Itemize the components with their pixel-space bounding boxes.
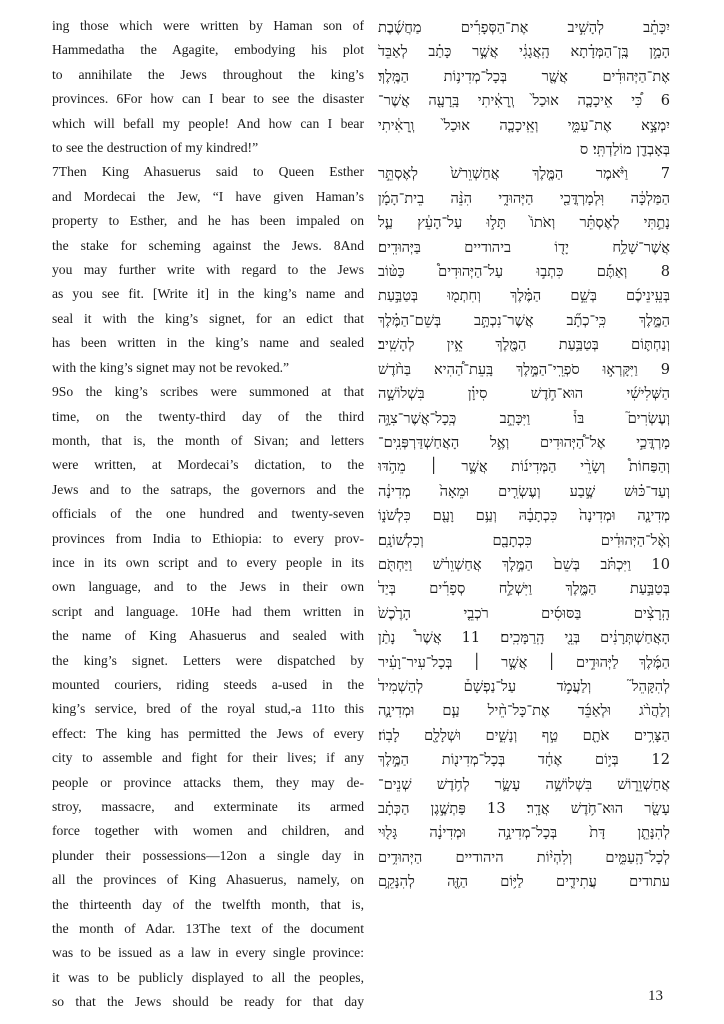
hebrew-line: הָאֲחַשְׁתְּרָנִ֔ים בְּנֵ֖י הָֽרַמָּכִֽים׃ 11 אֲשֶׁר֩ נָתַ֨ן	[378, 629, 670, 647]
hebrew-line: מָרְדֳּכַ֣י אֶל־הַ֠יְּהוּדִים וְאֶ֣ל הָאֲחַשְׁדַּרְפְּנִֽים־	[378, 433, 670, 451]
english-line: to see the destruction of my kindred!”	[52, 140, 259, 156]
english-line: Jews and to the satraps, the governors and the	[52, 481, 364, 497]
english-line: it was to be publicly displayed to all the peoples,	[52, 969, 364, 985]
english-line: all the provinces of King Ahasuerus, namely, on	[52, 872, 364, 888]
english-line: provinces from India to Ethiopia: to every prov-	[52, 530, 364, 546]
hebrew-line: נָתַ֣תִּי לְאֶסְתֵּ֗ר וְאֹתוֹ֙ תָּל֣וּ עַל־הָעֵ֔ץ עַ֛ל	[378, 214, 670, 232]
hebrew-line: אֲשֶׁר־שָׁלַ֥ח יָד֖וֹ ביהודיים בַּיְּהוּדִֽים׃	[378, 238, 670, 256]
hebrew-line: וְנַחְתּ֛וֹם בְּטַבַּ֥עַת הַמֶּ֖לֶךְ אֵ֥ין לְהָשִֽׁיב׃	[378, 336, 670, 354]
english-line: city to assemble and fight for their lives; if any	[52, 750, 364, 766]
hebrew-line: לְהִנָּתֵ֤ן דָּת֙ בְּכָל־מְדִינָ֣ה וּמְדִינָ֔ה גָּל֖וּי	[378, 824, 670, 842]
english-line: and Mordecai the Jew, “I have given Haman’s	[52, 188, 364, 204]
hebrew-line: בְּטַבַּ֣עַת הַמֶּ֑לֶךְ וַיִּשְׁלַ֣ח סְפָרִ֡ים בְּיַד֩	[378, 580, 670, 598]
english-line: force together with women and children, and	[52, 823, 364, 839]
english-line: plunder their possessions—12on a single day in	[52, 847, 364, 863]
english-line: 9So the king’s scribes were summoned at that	[52, 384, 364, 400]
hebrew-line: 10 וַיִּכְתֹּ֗ב בְּשֵׁם֙ הַמֶּ֣לֶךְ אֲחַשְׁוֵרֹ֔שׁ וַיַּחְתֹּ֖ם	[378, 555, 670, 573]
hebrew-line: הַמַּלְכָּ֔ה וּֽלְמָרְדֳּכַ֖י הַיְּהוּדִ֑י הִנֵּ֨ה בֵית־הָמָ֜ן	[378, 189, 670, 207]
hebrew-line: וְאֶ֨ל־הַיְּהוּדִ֔ים כִּכְתָבָ֖ם וְכִלְשׁוֹנָֽם׃	[378, 531, 670, 549]
english-line: you may further write with regard to the Jews	[52, 262, 364, 278]
hebrew-line: אֲחַשְׁוֵר֑וֹשׁ בִּשְׁלוֹשָׁ֥ה עָשָׂ֛ר לְחֹ֥דֶשׁ שְׁנֵים־	[378, 775, 670, 793]
english-line: provinces. 6For how can I bear to see the disaster	[52, 91, 364, 107]
hebrew-line: הַמֶּ֜לֶךְ לַיְּהוּדִ֣ים ׀ אֲשֶׁ֣ר ׀ בְּכָל־עִיר־וָעִ֗יר	[378, 653, 670, 671]
english-line: time, on the twenty-third day of the third	[52, 408, 364, 424]
hebrew-line: יִמְצָ֣א אֶת־עַמִּ֑י וְאֵֽיכָכָ֤ה אוּכַל֙ וְֽרָאִ֔יתִי	[378, 116, 670, 134]
hebrew-line: הָמָ֣ן בֶּֽן־הַמְּדָ֗תָא הָֽאֲגָגִ֔י אֲשֶׁ֣ר כָּתַ֗ב לְאַבֵּד֙	[378, 43, 670, 61]
hebrew-line: בְּעֵֽינֵיכֶ֜ם בְּשֵׁ֣ם הַמֶּ֗לֶךְ וְחִתְמ֖וּ בְּטַבַּ֣עַת	[378, 287, 670, 305]
english-line: effect: The king has permitted the Jews of every	[52, 725, 364, 741]
hebrew-line: הַשְּׁלִישִׁ֜י הוּא־חֹ֣דֶשׁ סִיוָ֗ן בִּשְׁלוֹשָׁ֣ה	[378, 385, 670, 403]
english-line: the king’s signet. Letters were dispatched by	[52, 652, 364, 668]
english-line: with the king’s signet may not be revoked.”	[52, 359, 290, 375]
english-line: the stake for scheming against the Jews. 8And	[52, 237, 364, 253]
hebrew-line: לְכָל־הָֽעַמִּ֑ים וְלִהְי֨וֹת היהודיים הַיְּהוּדִ֥ים	[378, 848, 670, 866]
english-line: month, that is, the month of Sivan; and letters	[52, 432, 364, 448]
page-number: 13	[648, 988, 663, 1004]
english-line: Hammedatha the Agagite, embodying his plot	[52, 42, 364, 58]
english-line: ince in its own script and to every people in its	[52, 554, 364, 570]
hebrew-line: בְּאָבְדַ֖ן מוֹלַדְתִּֽי׃ ס	[579, 141, 670, 159]
english-line: the month of Adar. 13The text of the document	[52, 921, 364, 937]
english-line: which will befall my people! And how can I bear	[52, 115, 364, 131]
english-line: people or province attacks them, they may de-	[52, 774, 364, 790]
hebrew-line: 9 וַיִּקָּרְא֣וּ סֹפְרֵֽי־הַמֶּ֣לֶךְ בָּֽעֵת־הַ֠הִיא בַּחֹ֨דֶשׁ	[378, 360, 670, 378]
english-line: has been written in the king’s name and sealed	[52, 335, 364, 351]
hebrew-line: וְלַהֲרֹ֨ג וּלְאַבֵּ֜ד אֶת־כָּל־חֵ֨יל עַ֧ם וּמְדִינָ֛ה	[378, 702, 670, 720]
hebrew-line: לְהִקָּהֵל֮ וְלַעֲמֹ֣ד עַל־נַפְשָׁם֒ לְהַשְׁמִיד֩	[378, 677, 670, 695]
hebrew-line: הָֽרָצִ֨ים בַּסּוּסִ֜ים רֹכְבֵ֤י הָרֶ֙כֶשׁ֙	[378, 604, 670, 622]
hebrew-line: וְעַד־כּ֗וּשׁ שֶׁ֣בַע וְעֶשְׂרִ֤ים וּמֵאָה֙ מְדִינָ֔ה	[378, 482, 670, 500]
english-line: ing those which were written by Haman son of	[52, 18, 364, 33]
english-translation-column	[52, 14, 364, 1015]
english-line: script and language. 10He had them written in	[52, 603, 364, 619]
english-line: the thirteenth day of the twelfth month, that is,	[52, 896, 364, 912]
hebrew-line: 6 כִּ֠י אֵיכָכָ֤ה אוּכַל֙ וְֽרָאִ֔יתִי בָּֽרָעָ֖ה אֲשֶׁר־	[378, 92, 670, 110]
english-line: as you see fit. [Write it] in the king’s name and	[52, 286, 364, 302]
hebrew-text-column	[378, 16, 670, 895]
english-line: officials of the one hundred and twenty-seven	[52, 506, 364, 522]
hebrew-line: עתודים עֲתִידִ֛ים לַיּ֥וֹם הַזֶּ֖ה לְהִנָּקֵ֥ם	[378, 873, 670, 891]
hebrew-line: עָשָׂ֖ר הוּא־חֹ֥דֶשׁ אֲדָֽר׃ 13 פַּתְשֶׁ֣גֶן הַכְּתָ֗ב	[378, 800, 670, 817]
hebrew-line: הַמֶּ֑לֶךְ כִּֽי־כְתָ֞ב אֲשֶׁר־נִכְתָּ֣ב בְּשֵׁם־הַמֶּ֗לֶךְ	[378, 311, 670, 329]
english-line: king’s service, bred of the royal stud,-a 11to this	[52, 701, 364, 717]
english-line: so that the Jews should be ready for that day	[52, 994, 364, 1010]
hebrew-line: 7 וַיֹּ֨אמֶר הַמֶּ֤לֶךְ אֲחַשְׁוֵרֹשׁ֙ לְאֶסְתֵּ֣ר	[378, 165, 670, 183]
hebrew-line: הַצָּרִ֥ים אֹתָ֖ם טַ֣ף וְנָשִׁ֑ים וּשְׁלָלָ֖ם לָבֽוֹז׃	[378, 726, 670, 744]
hebrew-line: וְעֶשְׂרִים֮ בּוֹ֒ וַיִּכָּתֵ֣ב כְּֽכָל־אֲשֶׁר־צִוָּ֣ה	[378, 409, 670, 427]
english-line: seal it with the king’s signet, for an edict that	[52, 310, 364, 326]
english-line: property to Esther, and he has been impaled on	[52, 213, 364, 229]
hebrew-line: אֶת־הַיְּהוּדִ֔ים אֲשֶׁ֖ר בְּכָל־מְדִינ֥וֹת הַמֶּֽלֶךְ׃	[378, 67, 670, 85]
english-line: the name of King Ahasuerus and sealed with	[52, 628, 364, 644]
english-line: was to be issued as a law in every single province:	[52, 945, 364, 961]
english-line: were written, at Mordecai’s dictation, to the	[52, 457, 364, 473]
english-line: 7Then King Ahasuerus said to Queen Esther	[52, 164, 364, 180]
hebrew-line: יִכָּתֵ֗ב לְהָשִׁ֣יב אֶת־הַסְּפָרִ֡ים מַחֲשֶׁ֜בֶת	[378, 19, 670, 36]
english-line: stroy, massacre, and exterminate its armed	[52, 799, 364, 814]
hebrew-line: 12 בְּי֣וֹם אֶחָ֔ד בְּכָל־מְדִינ֖וֹת הַמֶּ֣לֶךְ	[378, 751, 670, 769]
hebrew-line: מְדִינָ֤ה וּמְדִינָה֙ כִּכְתָבָ֔הּ וְעַ֥ם וָעָ֖ם כִּלְשֹׁנ֑וֹ	[378, 507, 670, 525]
english-line: to annihilate the Jews throughout the king’s	[52, 66, 364, 82]
english-line: own language, and to the Jews in their own	[52, 579, 364, 595]
hebrew-line: וְהַפַּחוֹת֩ וְשָׂרֵ֨י הַמְּדִינ֜וֹת אֲשֶׁ֣ר ׀ מֵהֹ֣דּוּ	[378, 458, 670, 476]
hebrew-line: 8 וְאַתֶּ֡ם כִּתְב֣וּ עַל־הַיְּהוּדִים֩ כַּטּ֨וֹב	[378, 263, 670, 281]
english-line: mounted couriers, riding steeds a-used in the	[52, 676, 364, 692]
